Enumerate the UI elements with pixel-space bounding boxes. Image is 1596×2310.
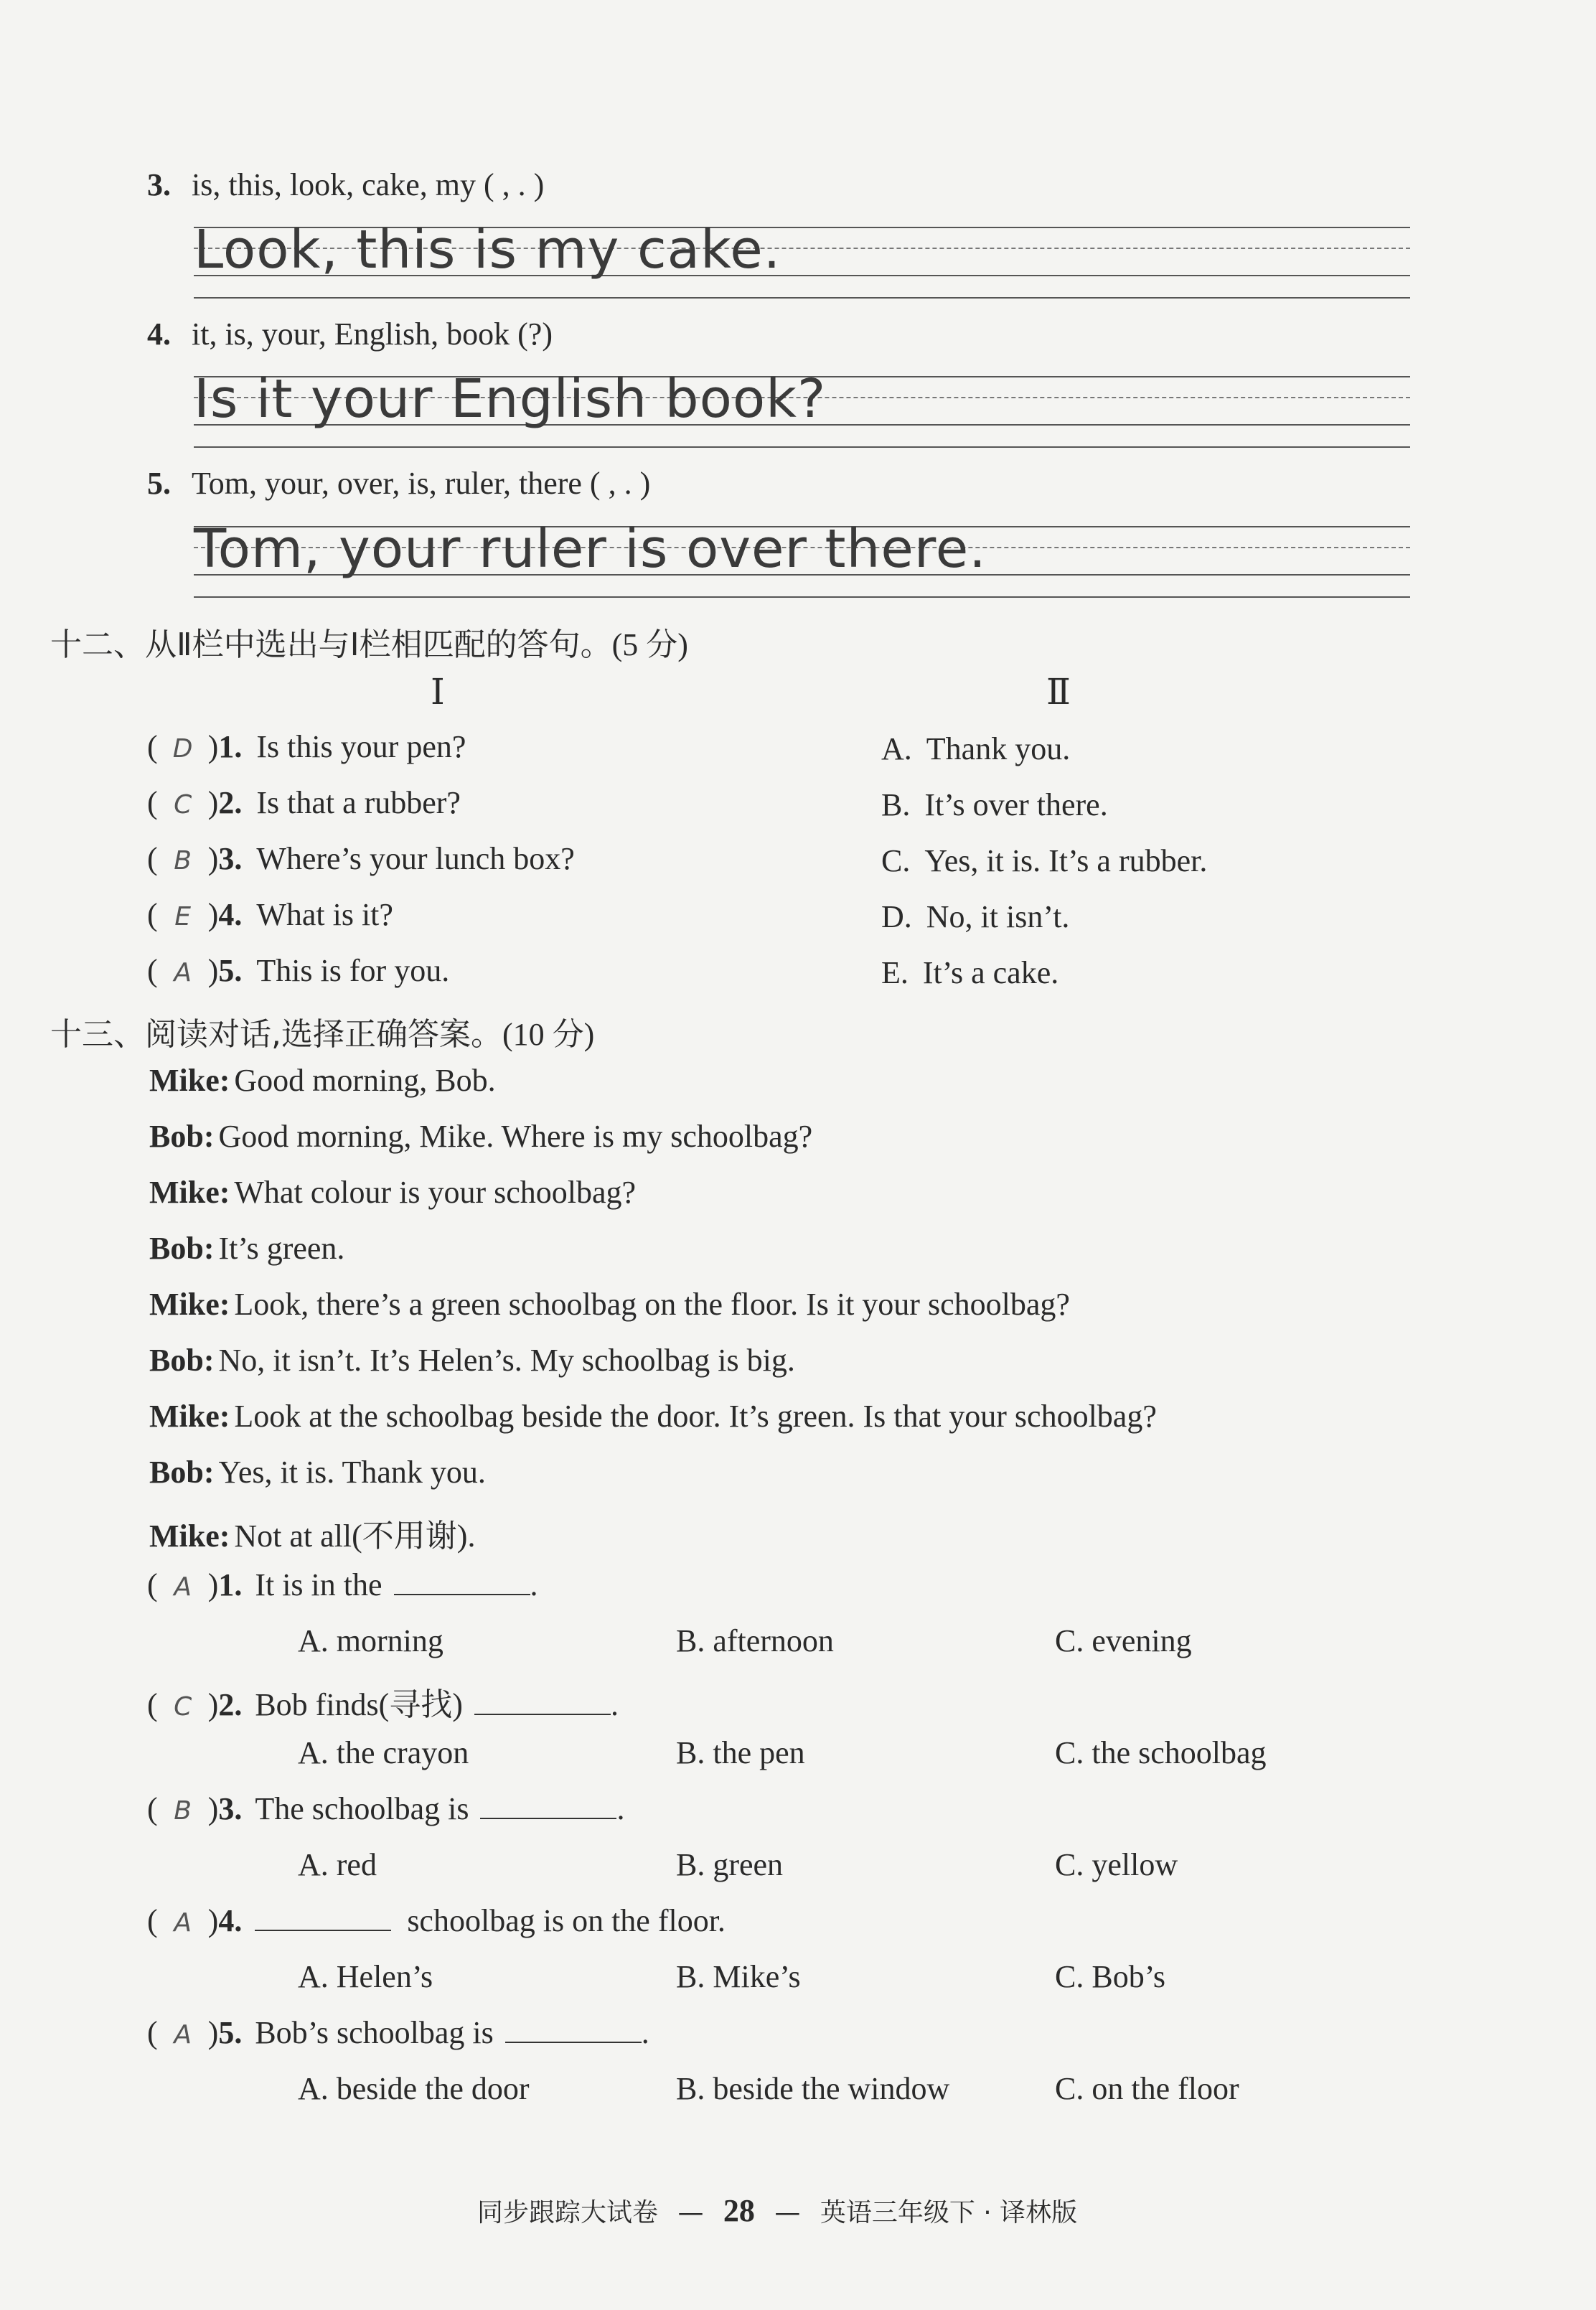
dialogue-line [149,1062,496,1099]
question-number: 3. [218,841,243,876]
utterance: No, it isn’t. It’s Helen’s. My schoolbag is big. [218,1343,795,1378]
question-text-end: schoolbag is on the floor. [407,1903,726,1938]
answer-option: A. morning [298,1623,443,1658]
answer-mark: C [174,1692,192,1722]
match-question: ( D )1. Is this your pen? [147,729,466,764]
answer-blank [480,1793,616,1819]
option-text: It’s a cake. [922,955,1059,990]
dialogue-line [149,1454,486,1490]
option-letter: A. [881,731,912,766]
question-number: 4. [218,1903,243,1938]
answer-option: C. evening [1055,1623,1192,1658]
reading-question: ( A )1. It is in the . [147,1567,538,1602]
speaker: Mike: [149,1063,230,1098]
option-text: No, it isn’t. [926,899,1070,934]
answer-blank [255,1905,391,1931]
question-text: What is it? [256,897,393,932]
speaker: Mike: [149,1399,230,1434]
question-text-end: . [610,1687,619,1722]
dialogue-line [149,1342,795,1379]
section-13-title: 十三、阅读对话,选择正确答案。(10 分) [50,1016,595,1053]
answer-option: A. the crayon [298,1735,469,1770]
utterance: Yes, it is. Thank you. [218,1455,486,1490]
answer-option: B. green [676,1847,784,1882]
question-number: 3. [218,1791,243,1826]
option-letter: C. [881,843,911,878]
speaker: Mike: [149,1175,230,1210]
column-header-2: Ⅱ [1046,672,1071,712]
question-text: Is this your pen? [256,729,466,764]
answer-mark: A [174,1572,192,1602]
match-question: ( B )3. Where’s your lunch box? [147,841,575,876]
question-text-end: . [641,2015,649,2050]
question-text: This is for you. [256,953,450,988]
question-number: 2. [218,785,243,820]
option-letter: B. [881,787,911,822]
dialogue-line [149,1230,344,1267]
answer-mark: E [174,902,192,931]
utterance: Look at the schoolbag beside the door. It’s green. Is that your schoolbag? [234,1399,1157,1434]
answer-mark: B [174,846,192,875]
option-letter: E. [881,955,909,990]
item-number: 3. [147,167,171,202]
guide-line [194,446,1410,448]
section-12-title: 十二、从Ⅱ栏中选出与Ⅰ栏相匹配的答句。(5 分) [50,626,688,663]
match-question: ( A )5. This is for you. [147,953,450,988]
answer-mark: B [174,1796,192,1826]
question-text: Where’s your lunch box? [256,841,575,876]
question-text-end: . [616,1791,625,1826]
answer-option: A. beside the door [298,2071,530,2106]
question-number: 2. [218,1687,243,1722]
reading-question: ( B )3. The schoolbag is . [147,1791,625,1826]
handwritten-answer: Is it your English book? [194,368,827,430]
speaker: Mike: [149,1287,230,1322]
word-list: it, is, your, English, book (?) [192,316,553,352]
match-option [881,898,1069,935]
speaker: Bob: [149,1343,215,1378]
match-option [881,787,1108,823]
match-question: ( E )4. What is it? [147,897,393,932]
question-text-end: . [530,1567,538,1602]
word-list: is, this, look, cake, my ( , . ) [192,167,545,202]
page-number: 28 [723,2193,755,2228]
dialogue-line [149,1174,636,1211]
utterance: Good morning, Bob. [234,1063,496,1098]
question-number: 5. [218,953,243,988]
match-option [881,954,1058,991]
answer-blank [394,1569,530,1595]
word-list: Tom, your, over, is, ruler, there ( , . ) [192,466,651,501]
handwritten-answer: Tom, your ruler is over there. [194,518,987,580]
item-number: 5. [147,466,171,501]
match-question: ( C )2. Is that a rubber? [147,785,461,820]
guide-line [194,297,1410,299]
utterance: Not at all(不用谢). [234,1518,476,1554]
question-number: 5. [218,2015,243,2050]
answer-option: B. afternoon [676,1623,834,1658]
match-option [881,731,1070,767]
dialogue-line [149,1118,812,1155]
question-text: It is in the [255,1567,382,1602]
handwritten-answer: Look, this is my cake. [194,219,781,281]
answer-mark: D [172,734,193,764]
question-text: The schoolbag is [255,1791,469,1826]
reading-question: ( A )4. schoolbag is on the floor. [147,1903,726,1938]
option-text: Thank you. [926,731,1071,766]
answer-option: A. red [298,1847,377,1882]
answer-option: A. Helen’s [298,1959,433,1994]
answer-option: C. on the floor [1055,2071,1239,2106]
answer-option: B. Mike’s [676,1959,801,1994]
option-text: Yes, it is. It’s a rubber. [924,843,1208,878]
utterance: Look, there’s a green schoolbag on the floor. Is it your schoolbag? [234,1287,1070,1322]
question-number: 4. [218,897,243,932]
answer-blank [505,2017,642,2043]
question-text: Bob’s schoolbag is [255,2015,494,2050]
utterance: What colour is your schoolbag? [234,1175,637,1210]
speaker: Bob: [149,1231,215,1266]
option-text: It’s over there. [924,787,1108,822]
answer-mark: A [174,958,192,987]
answer-mark: A [174,1908,192,1938]
dialogue-line [149,1286,1070,1323]
reading-question: ( A )5. Bob’s schoolbag is . [147,2015,649,2050]
utterance: Good morning, Mike. Where is my schoolbag? [218,1119,813,1154]
speaker: Mike: [149,1518,230,1554]
answer-option: B. the pen [676,1735,805,1770]
question-text: Is that a rubber? [256,785,461,820]
answer-option: B. beside the window [676,2071,950,2106]
answer-option: C. Bob’s [1055,1959,1166,1994]
guide-line [194,596,1410,598]
answer-option: C. the schoolbag [1055,1735,1267,1770]
dialogue-line [149,1398,1157,1435]
question-number: 1. [218,729,243,764]
answer-option: C. yellow [1055,1847,1178,1882]
dialogue-line [149,1510,475,1556]
answer-blank [474,1689,611,1715]
match-option [881,842,1207,879]
item-number: 4. [147,316,171,352]
speaker: Bob: [149,1119,215,1154]
speaker: Bob: [149,1455,215,1490]
question-text: Bob finds(寻找) [255,1687,463,1722]
question-number: 1. [218,1567,243,1602]
answer-mark: C [174,790,192,820]
column-header-1: Ⅰ [431,672,445,712]
reading-question: ( C )2. Bob finds(寻找) . [147,1687,619,1722]
answer-mark: A [174,2020,192,2050]
option-letter: D. [881,899,912,934]
utterance: It’s green. [218,1231,345,1266]
page-footer: 同步跟踪大试卷 — 28 — 英语三年级下 · 译林版 [477,2193,1078,2228]
